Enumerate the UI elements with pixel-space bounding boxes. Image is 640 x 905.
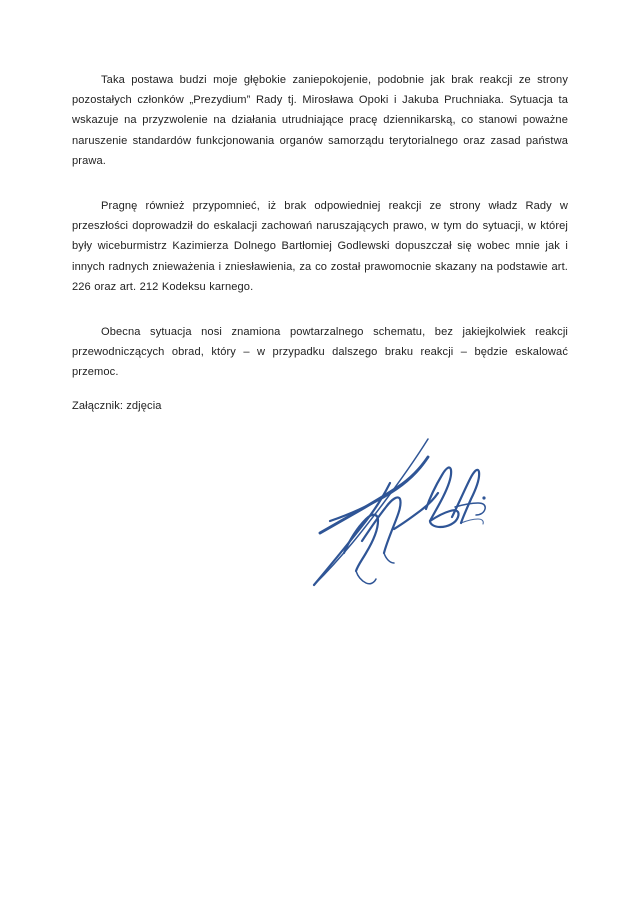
document-text-body xyxy=(72,70,568,416)
attachment-line: Załącznik: zdjęcia xyxy=(72,399,162,412)
paragraph-2: Pragnę również przypomnieć, iż brak odpowiedniej reakcji ze strony władz Rady w przeszłości doprowadził do eskalacji zachowań naruszających prawo, w tym do sytuacji, w której były wiceburmistrz Kazimierza Dolnego Bartłomiej Godlewski dopuszczał się wobec mnie jak i innych radnych znieważenia i zniesławienia, za co został prawomocnie skazany na podstawie art. 226 oraz art. 212 Kodeksu karnego. xyxy=(72,200,568,293)
paragraph-1: Taka postawa budzi moje głębokie zaniepokojenie, podobnie jak brak reakcji ze strony pozostałych członków „Prezydium” Rady tj. Mirosława Opoki i Jakuba Pruchniaka. Sytuacja ta wskazuje na przyzwolenie na działania utrudniające pracę dziennikarską, co stanowi poważne naruszenie standardów funkcjonowania organów samorządu terytorialnego oraz zasad państwa prawa. xyxy=(72,74,568,167)
signature-block xyxy=(300,425,500,600)
handwritten-signature-icon xyxy=(300,425,500,600)
paragraph-3: Obecna sytuacja nosi znamiona powtarzalnego schematu, bez jakiejkolwiek reakcji przewodniczących obrad, który – w przypadku dalszego braku reakcji – będzie eskalować przemoc. xyxy=(72,326,568,379)
